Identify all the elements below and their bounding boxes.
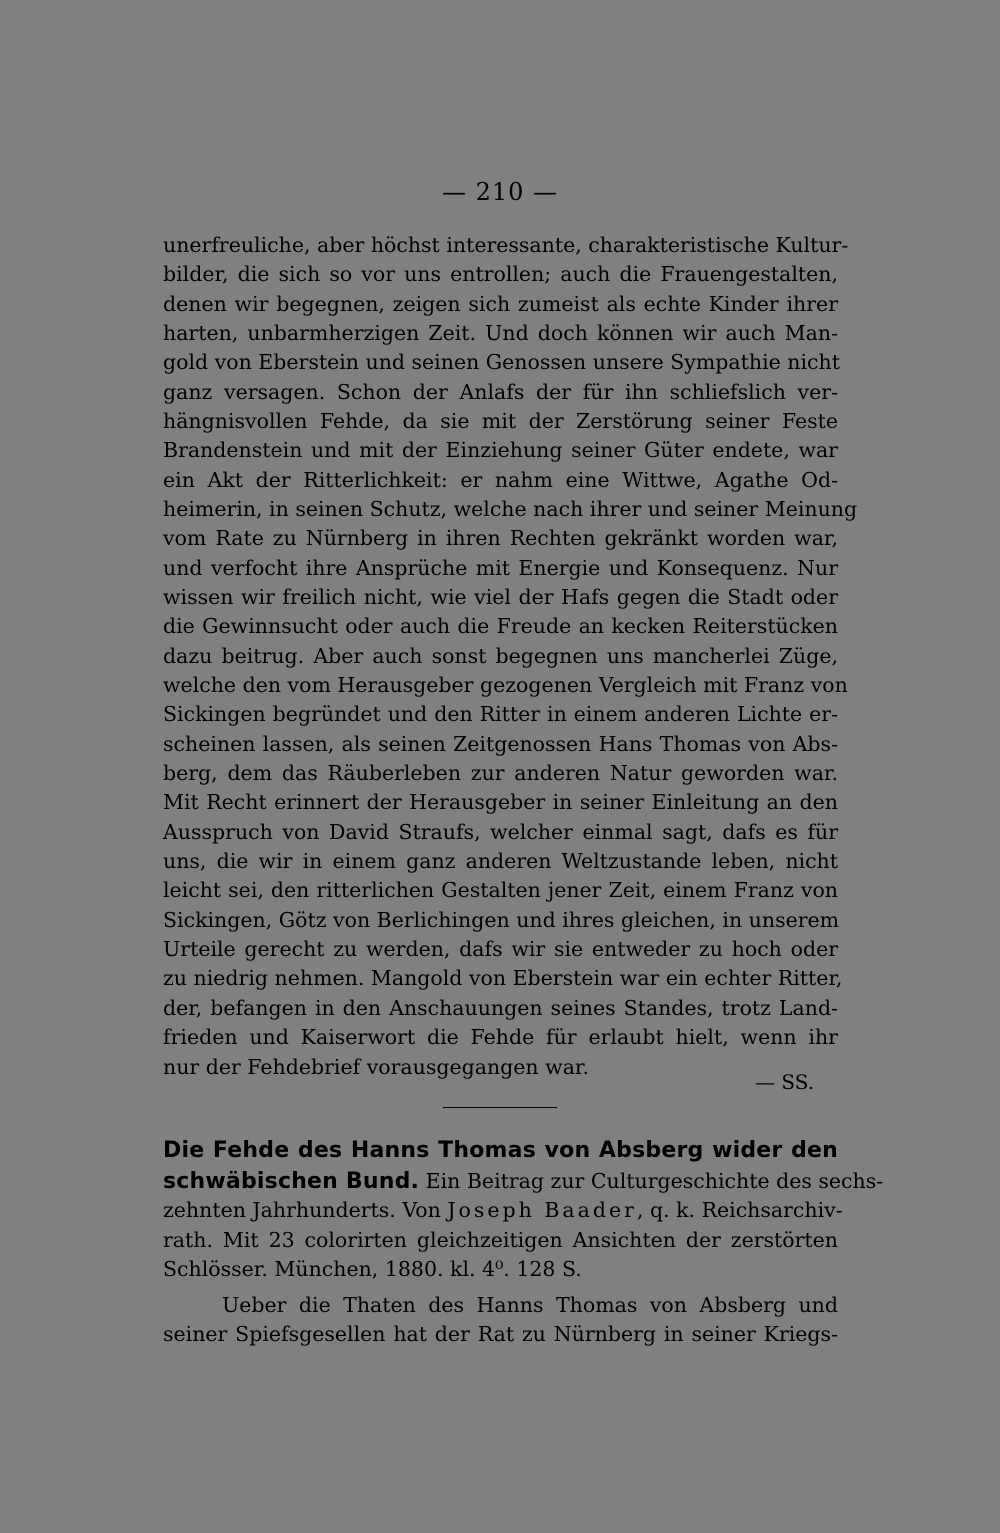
text-line: und verfocht ihre Ansprüche mit Energie und Konsequenz. Nur <box>163 556 838 580</box>
text-line: Mit Recht erinnert der Herausgeber in seiner Einleitung an den <box>163 790 838 814</box>
text-line: Brandenstein und mit der Einziehung seiner Güter endete, war <box>163 438 838 462</box>
text-line: hängnisvollen Fehde, da sie mit der Zerstörung seiner Feste <box>163 409 838 433</box>
text-line: dazu beitrug. Aber auch sonst begegnen uns mancherlei Züge, <box>163 644 838 668</box>
text-line: denen wir begegnen, zeigen sich zumeist als echte Kinder ihrer <box>163 292 838 316</box>
book-subtitle: Ein Beitrag zur Culturgeschichte des sechs- <box>419 1169 884 1193</box>
text-line: Urteile gerecht zu werden, dafs wir sie entweder zu hoch oder <box>163 937 838 961</box>
text-line: seiner Spiefsgesellen hat der Rat zu Nürnberg in seiner Kriegs- <box>163 1322 838 1346</box>
book-title-continued: schwäbischen Bund. <box>163 1169 420 1194</box>
reference-text: zehnten Jahrhunderts. Von <box>163 1198 448 1222</box>
text-line: zu niedrig nehmen. Mangold von Eberstein war ein echter Ritter, <box>163 966 843 990</box>
text-line: Sickingen, Götz von Berlichingen und ihres gleichen, in unserem <box>163 908 840 932</box>
text-line: der, befangen in den Anschauungen seines Standes, trotz Land- <box>163 996 838 1020</box>
text-line: Ueber die Thaten des Hanns Thomas von Absberg und <box>222 1293 838 1317</box>
text-line: vom Rate zu Nürnberg in ihren Rechten gekränkt worden war, <box>163 526 838 550</box>
text-line: leicht sei, den ritterlichen Gestalten jener Zeit, einem Franz von <box>163 878 838 902</box>
text-line: berg, dem das Räuberleben zur anderen Natur geworden war. <box>163 761 838 785</box>
text-line: wissen wir freilich nicht, wie viel der Hafs gegen die Stadt oder <box>163 585 838 609</box>
reference-line: rath. Mit 23 colorirten gleichzeitigen Ansichten der zerstörten <box>163 1228 838 1252</box>
text-line: ein Akt der Ritterlichkeit: er nahm eine Wittwe, Agathe Od- <box>163 468 838 492</box>
text-line: nur der Fehdebrief vorausgegangen war. <box>163 1055 589 1079</box>
book-title: Die Fehde des Hanns Thomas von Absberg wider den <box>163 1138 838 1163</box>
reference-text: , q. k. Reichsarchiv- <box>636 1198 843 1222</box>
section-divider <box>443 1107 557 1108</box>
reference-title-line <box>163 1136 838 1166</box>
text-line: bilder, die sich so vor uns entrollen; auch die Frauengestalten, <box>163 262 838 286</box>
text-line: die Gewinnsucht oder auch die Freude an kecken Reiterstücken <box>163 614 838 638</box>
text-line: frieden und Kaiserwort die Fehde für erlaubt hielt, wenn ihr <box>163 1025 838 1049</box>
reference-line: Schlösser. München, 1880. kl. 4⁰. 128 S. <box>163 1257 582 1281</box>
text-line: gold von Eberstein und seinen Genossen unsere Sympathie nicht <box>163 350 840 374</box>
text-line: heimerin, in seinen Schutz, welche nach ihrer und seiner Meinung <box>163 497 858 521</box>
text-line: Sickingen begründet und den Ritter in einem anderen Lichte er- <box>163 702 838 726</box>
text-line: scheinen lassen, als seinen Zeitgenossen Hans Thomas von Abs- <box>163 732 838 756</box>
book-author: Joseph Baader <box>447 1198 637 1222</box>
reference-line <box>163 1195 843 1225</box>
page-number: — 210 — <box>441 178 559 206</box>
text-line: uns, die wir in einem ganz anderen Weltzustande leben, nicht <box>163 849 838 873</box>
reviewer-signature: — SS. <box>755 1070 815 1094</box>
text-line: harten, unbarmherzigen Zeit. Und doch können wir auch Man- <box>163 321 838 345</box>
text-line: unerfreuliche, aber höchst interessante, charakteristische Kultur- <box>163 233 849 257</box>
text-line: ganz versagen. Schon der Anlafs der für ihn schliefslich ver- <box>163 380 838 404</box>
reference-line <box>163 1166 884 1197</box>
text-line: Ausspruch von David Straufs, welcher einmal sagt, dafs es für <box>163 820 838 844</box>
text-line: welche den vom Herausgeber gezogenen Vergleich mit Franz von <box>163 673 848 697</box>
